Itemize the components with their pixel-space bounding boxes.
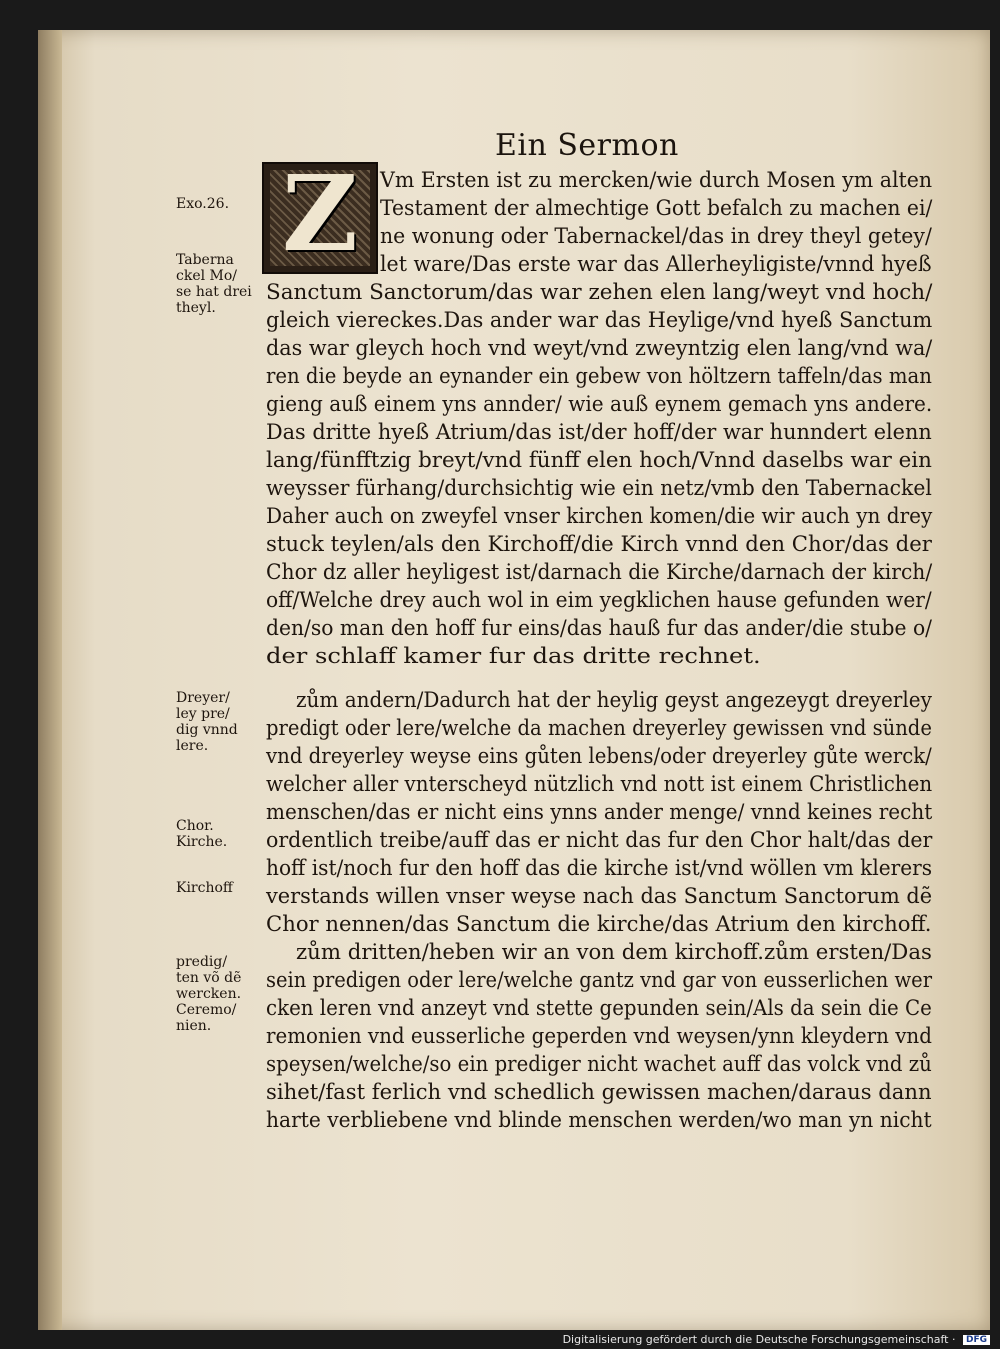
text-line: cken leren vnd anzeyt vnd stette gepunden sein/Als da sein die Ce [266, 996, 932, 1020]
text-line: ne wonung oder Tabernackel/das in drey theyl getey/ [380, 224, 932, 248]
margin-note-chor-2: Kirche. [176, 834, 228, 850]
digitization-credit [563, 1333, 990, 1346]
text-line: zům dritten/heben wir an von dem kirchoff.zům ersten/Das [296, 940, 932, 964]
margin-note-tabernackel-1: Taberna [176, 252, 234, 268]
text-line: weysser fürhang/durchsichtig wie ein netz/vmb den Tabernackel [266, 476, 932, 500]
text-line: hoff ist/noch fur den hoff das die kirche ist/vnd wöllen vm klerers [266, 856, 933, 880]
text-line: Testament der almechtige Gott befalch zu machen ei/ [380, 196, 933, 220]
margin-note-predigten-1: predig/ [176, 954, 228, 970]
page-title: Ein Sermon [495, 128, 679, 163]
text-line: lang/fünfftzig breyt/vnd fünff elen hoch/Vnnd daselbs war ein [266, 448, 932, 472]
text-line: off/Welche drey auch wol in eim yegklichen hause gefunden wer/ [266, 588, 932, 612]
margin-note-predigten-3: wercken. [176, 986, 242, 1002]
margin-note-dreyerley-4: lere. [176, 738, 209, 754]
text-line: welcher aller vnterscheyd nützlich vnd nott ist einem Christlichen [266, 772, 933, 796]
margin-note-exo: Exo.26. [176, 196, 230, 212]
margin-note-dreyerley-3: dig vnnd [176, 722, 238, 738]
margin-note-tabernackel-2: ckel Mo/ [176, 268, 238, 284]
text-line: harte verbliebene vnd blinde menschen werden/wo man yn nicht [266, 1108, 932, 1132]
text-line: gleich viereckes.Das ander war das Heylige/vnd hyeß Sanctum [266, 308, 933, 332]
text-line: der schlaff kamer fur das dritte rechnet. [266, 644, 761, 668]
margin-note-predigten-2: ten võ dẽ [176, 970, 242, 986]
margin-note-predigten-4: Ceremo/ [176, 1002, 237, 1018]
text-line: Chor dz aller heyligest ist/darnach die Kirche/darnach der kirch/ [266, 560, 933, 584]
decorated-initial [262, 152, 378, 275]
margin-note-dreyerley-1: Dreyer/ [176, 690, 230, 706]
text-line: Vm Ersten ist zu mercken/wie durch Mosen ym alten [380, 168, 933, 192]
margin-note-chor-1: Chor. [176, 818, 214, 834]
text-line: ren die beyde an eynander ein gebew von höltzern taffeln/das man [266, 364, 932, 388]
text-line: verstands willen vnser weyse nach das Sanctum Sanctorum dẽ [266, 884, 933, 908]
dfg-logo: DFG [963, 1335, 990, 1345]
margin-note-kirchoff: Kirchoff [176, 880, 233, 896]
margin-note-dreyerley-2: ley pre/ [176, 706, 230, 722]
credit-text: Digitalisierung gefördert durch die Deutsche Forschungsgemeinschaft · [562, 1333, 956, 1346]
margin-note-tabernackel-3: se hat drei [176, 284, 252, 300]
text-line: sein predigen oder lere/welche gantz vnd gar von eusserlichen wer [266, 968, 932, 992]
margin-note-predigten-5: nien. [176, 1018, 212, 1034]
text-line: gieng auß einem yns annder/ wie auß eynem gemach yns andere. [266, 392, 933, 416]
text-line: Daher auch on zweyfel vnser kirchen komen/die wir auch yn drey [266, 504, 933, 528]
text-line: zům andern/Dadurch hat der heylig geyst angezeygt dreyerley [296, 688, 932, 712]
text-line: let ware/Das erste war das Allerheyligiste/vnnd hyeß [380, 252, 932, 276]
text-line: Das dritte hyeß Atrium/das ist/der hoff/der war hunndert elenn [266, 420, 932, 444]
text-line: stuck teylen/als den Kirchoff/die Kirch vnnd den Chor/das der [266, 532, 932, 556]
text-line: Chor nennen/das Sanctum die kirche/das Atrium den kirchoff. [266, 912, 932, 936]
text-line: sihet/fast ferlich vnd schedlich gewissen machen/daraus dann [266, 1080, 932, 1104]
text-line: speysen/welche/so ein prediger nicht wachet auff das volck vnd zů [266, 1052, 932, 1076]
margin-note-tabernackel-4: theyl. [176, 300, 216, 316]
text-line: den/so man den hoff fur eins/das hauß fur das ander/die stube o/ [266, 616, 932, 640]
text-line: das war gleych hoch vnd weyt/vnd zweyntzig elen lang/vnd wa/ [266, 336, 933, 360]
text-line: predigt oder lere/welche da machen dreyerley gewissen vnd sünde [266, 716, 932, 740]
text-line: vnd dreyerley weyse eins gůten lebens/oder dreyerley gůte werck/ [266, 744, 932, 768]
text-line: menschen/das er nicht eins ynns ander menge/ vnnd keines recht [266, 800, 933, 824]
page-gutter [38, 30, 62, 1330]
initial-letter: Z [282, 152, 358, 275]
text-line: ordentlich treibe/auff das er nicht das fur den Chor halt/das der [266, 828, 933, 852]
text-line: Sanctum Sanctorum/das war zehen elen lang/weyt vnd hoch/ [266, 280, 933, 304]
text-line: remonien vnd eusserliche geperden vnd weysen/ynn kleydern vnd [266, 1024, 932, 1048]
